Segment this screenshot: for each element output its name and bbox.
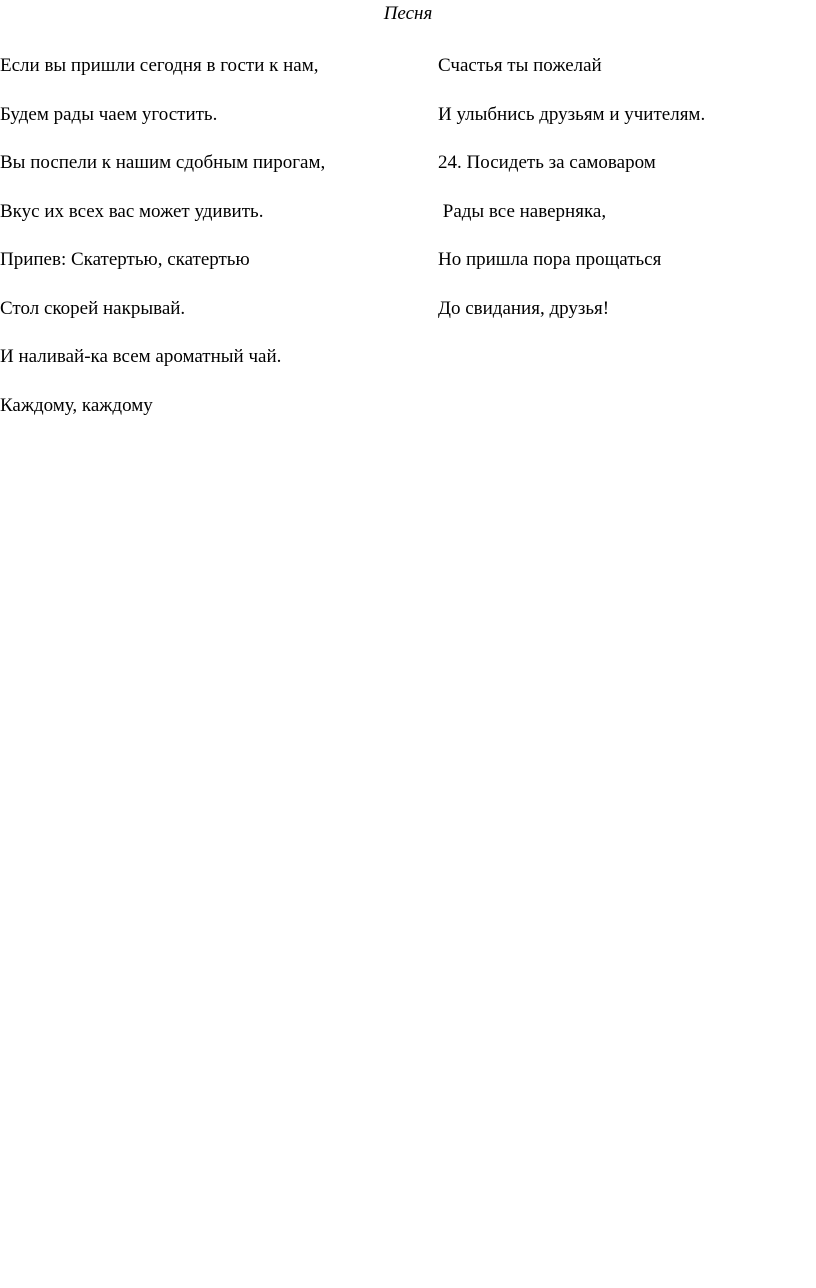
lyric-line: Каждому, каждому	[0, 394, 153, 416]
lyric-line: До свидания, друзья!	[438, 297, 610, 319]
song-title: Песня	[383, 3, 433, 24]
lyric-line: И наливай-ка всем ароматный чай.	[0, 346, 282, 367]
lyric-line: Рады все наверняка,	[438, 200, 607, 222]
lyric-line: Но пришла пора прощаться	[438, 249, 662, 270]
lyric-line: Стол скорей накрывай.	[0, 297, 186, 319]
lyric-line: Будем рады чаем угостить.	[0, 103, 218, 125]
lyric-line: И улыбнись друзьям и учителям.	[438, 103, 706, 125]
lyric-line-chorus: Припев: Скатертью, скатертью	[0, 249, 250, 270]
lyric-line: Вы поспели к нашим сдобным пирогам,	[0, 152, 326, 173]
lyrics-right-column	[438, 54, 808, 345]
lyric-line: Вкус их всех вас может удивить.	[0, 200, 264, 222]
lyric-line: Счастья ты пожелай	[438, 55, 602, 76]
lyric-line: 24. Посидеть за самоваром	[438, 152, 656, 173]
lyric-line: Если вы пришли сегодня в гости к нам,	[0, 55, 319, 76]
lyrics-left-column	[0, 54, 420, 442]
